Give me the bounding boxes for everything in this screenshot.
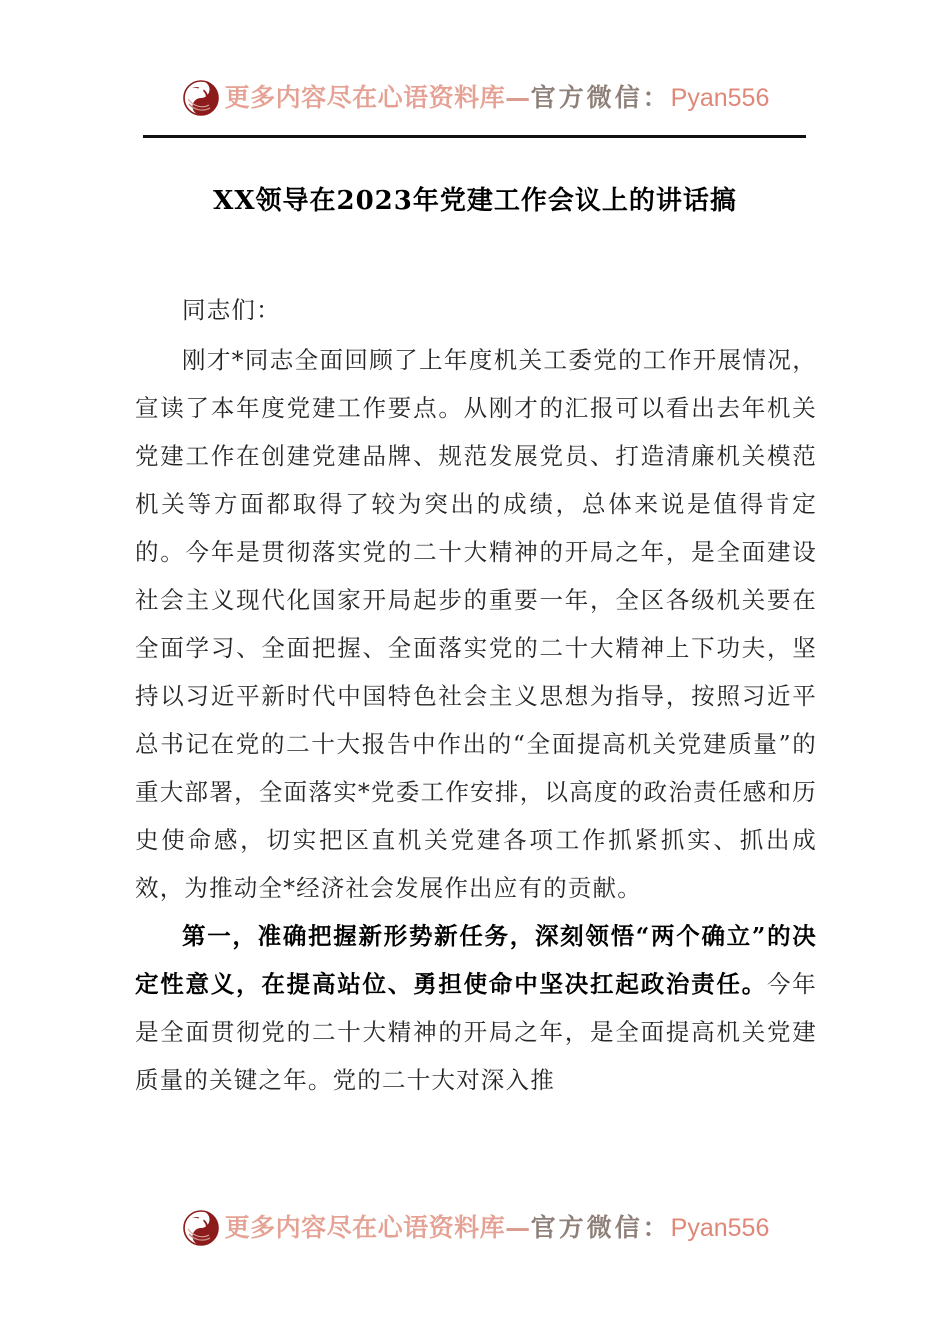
section-one-heading: 第一，准确把握新形势新任务，深刻领悟“两个确立”的决定性意义，在提高站位、勇担使命中坚决扛起政治责任。 [135,922,817,998]
watermark-dash: — [505,1213,531,1242]
watermark-dash: — [505,83,531,112]
salutation: 同志们： [182,296,281,324]
watermark-text-wechat-id: Pyan556 [670,1214,770,1242]
watermark-text-library: 更多内容尽在心语资料库 [224,83,506,112]
watermark-text-wechat-id: Pyan556 [670,84,770,112]
paragraph-opening: 刚才*同志全面回顾了上年度机关工委党的工作开展情况，宣读了本年度党建工作要点。从刚才的汇报可以看出去年机关党建工作在创建党建品牌、规范发展党员、打造清廉机关模范机关等方面都取得了较为突出的成绩，总体来说是值得肯定的。今年是贯彻落实党的二十大精神的开局之年，是全面建设社会主义现代化国家开局起步的重要一年，全区各级机关要在全面学习、全面把握、全面落实党的二十大精神上下功夫，坚持以习近平新时代中国特色社会主义思想为指导，按照习近平总书记在党的二十大报告中作出的“全面提高机关党建质量”的重大部署，全面落实*党委工作安排，以高度的政治责任感和历史使命感，切实把区直机关党建各项工作抓紧抓实、抓出成效，为推动全*经济社会发展作出应有的贡献。 [135,346,817,902]
watermark-bottom [0,1208,950,1248]
document-body [135,286,817,1104]
section-one-paragraph [135,912,817,1104]
header-divider [143,135,806,138]
xinyu-swirl-logo-icon [181,78,221,118]
watermark-top [0,78,950,118]
xinyu-swirl-logo-icon [181,1208,221,1248]
watermark-text-wechat-label: 官方微信： [530,1213,671,1242]
page-title: XX领导在2023年党建工作会议上的讲话搞 [213,186,737,216]
watermark-text-library: 更多内容尽在心语资料库 [224,1213,506,1242]
section-one-body: 今年是全面贯彻党的二十大精神的开局之年，是全面提高机关党建质量的关键之年。党的二十大对深入推 [135,970,817,1094]
watermark-text-wechat-label: 官方微信： [530,83,671,112]
